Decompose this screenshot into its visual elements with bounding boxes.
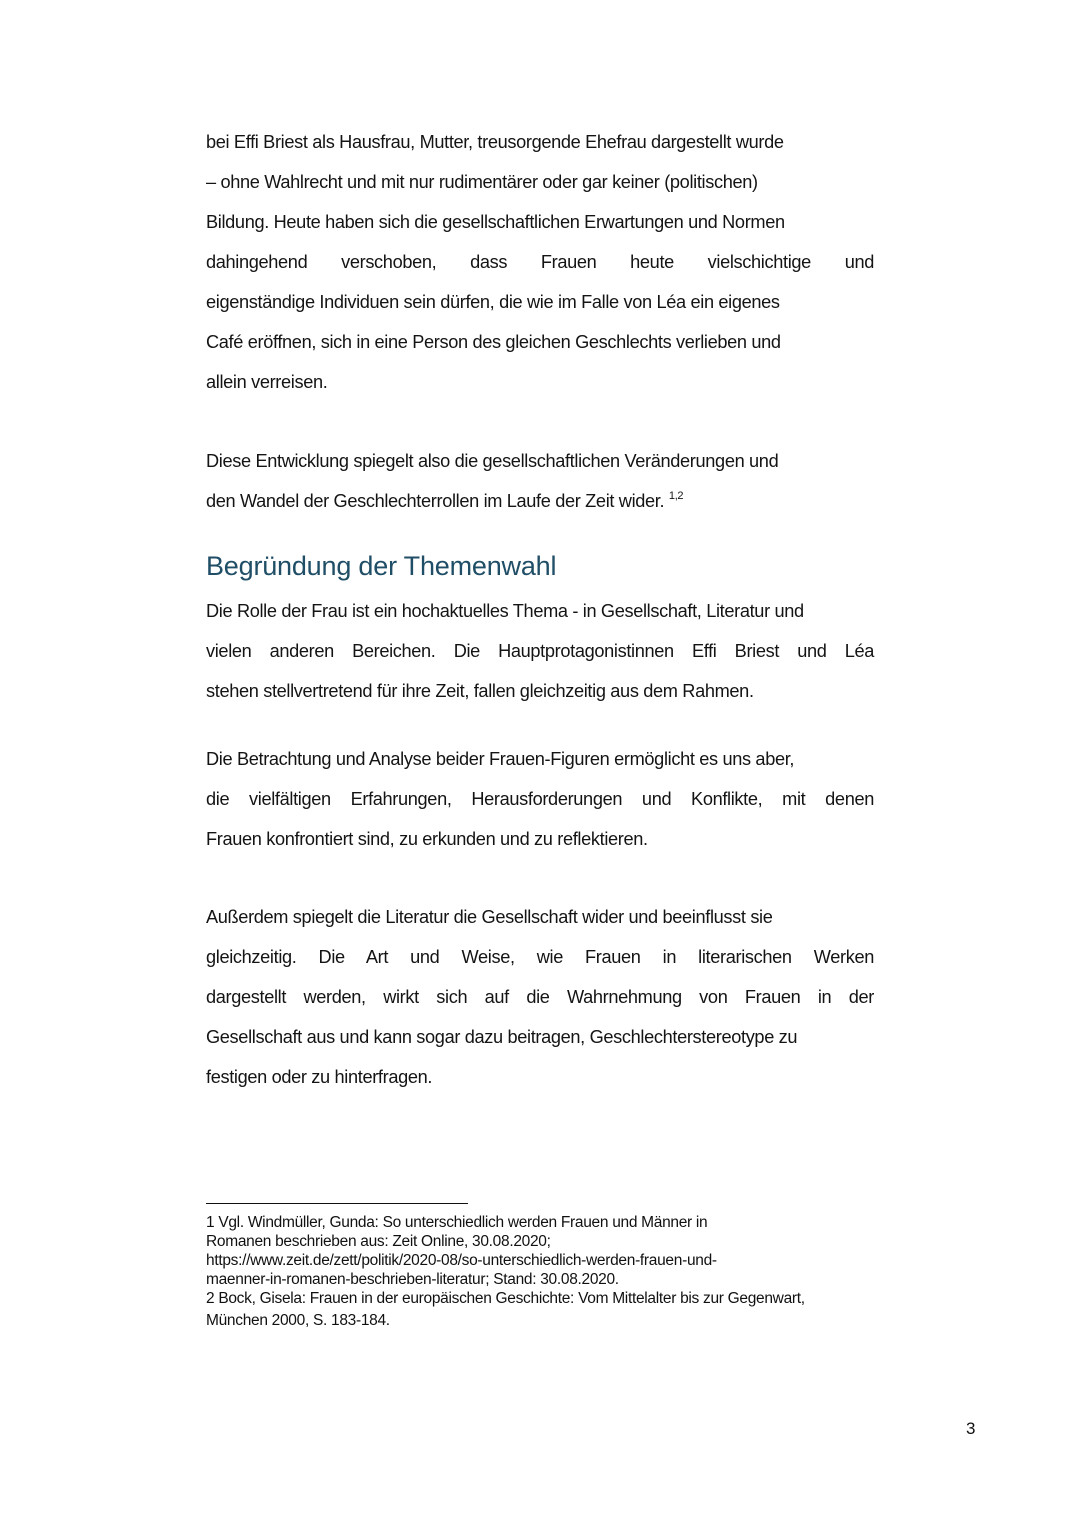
footnote-separator: [206, 1203, 468, 1204]
text-line: – ohne Wahlrecht und mit nur rudimentärer oder gar keiner (politischen): [206, 172, 758, 192]
text-line: Diese Entwicklung spiegelt also die gesellschaftlichen Veränderungen und: [206, 451, 779, 471]
page-number: 3: [966, 1419, 976, 1438]
text-line: stehen stellvertretend für ihre Zeit, fallen gleichzeitig aus dem Rahmen.: [206, 681, 754, 701]
text-line: festigen oder zu hinterfragen.: [206, 1067, 433, 1087]
section-paragraph-1: [206, 591, 874, 711]
text-line: die vielfältigen Erfahrungen, Herausforderungen und Konflikte, mit denen: [206, 789, 874, 809]
section-heading: Begründung der Themenwahl: [206, 551, 557, 581]
text-line: vielen anderen Bereichen. Die Hauptprotagonistinnen Effi Briest und Léa: [206, 641, 874, 661]
text-line: dahingehend verschoben, dass Frauen heute vielschichtige und: [206, 252, 874, 272]
section-paragraph-3: [206, 897, 874, 1097]
footnote-line: 2 Bock, Gisela: Frauen in der europäischen Geschichte: Vom Mittelalter bis zur Gegenwart,: [206, 1290, 805, 1307]
footnote-url[interactable]: https://www.zeit.de/zett/politik/2020-08/so-unterschiedlich-werden-frauen-und-: [206, 1252, 717, 1269]
text-line: bei Effi Briest als Hausfrau, Mutter, treusorgende Ehefrau dargestellt wurde: [206, 132, 784, 152]
footnote-1: [206, 1213, 946, 1289]
footnote-2: [206, 1289, 946, 1330]
footnotes: [206, 1213, 946, 1330]
text-line: den Wandel der Geschlechterrollen im Laufe der Zeit wider.: [206, 491, 665, 511]
text-line: Café eröffnen, sich in eine Person des gleichen Geschlechts verlieben und: [206, 332, 781, 352]
text-line: Gesellschaft aus und kann sogar dazu beitragen, Geschlechterstereotype zu: [206, 1027, 798, 1047]
text-line: dargestellt werden, wirkt sich auf die Wahrnehmung von Frauen in der: [206, 987, 874, 1007]
development-paragraph: [206, 441, 874, 521]
section-paragraph-2: [206, 739, 874, 859]
text-line: Außerdem spiegelt die Literatur die Gesellschaft wider und beeinflusst sie: [206, 907, 773, 927]
footnote-line: München 2000, S. 183-184.: [206, 1312, 390, 1329]
footnote-line: maenner-in-romanen-beschrieben-literatur; Stand: 30.08.2020.: [206, 1271, 619, 1288]
intro-paragraph: [206, 122, 874, 402]
text-line: gleichzeitig. Die Art und Weise, wie Frauen in literarischen Werken: [206, 947, 874, 967]
text-line: Frauen konfrontiert sind, zu erkunden und zu reflektieren.: [206, 829, 648, 849]
text-line: Die Rolle der Frau ist ein hochaktuelles Thema - in Gesellschaft, Literatur und: [206, 601, 804, 621]
text-line: eigenständige Individuen sein dürfen, die wie im Falle von Léa ein eigenes: [206, 292, 780, 312]
footnote-line: Romanen beschrieben aus: Zeit Online, 30.08.2020;: [206, 1233, 551, 1250]
text-line: Die Betrachtung und Analyse beider Frauen-Figuren ermöglicht es uns aber,: [206, 749, 795, 769]
text-line-with-footnote: [206, 481, 874, 521]
text-line: Bildung. Heute haben sich die gesellschaftlichen Erwartungen und Normen: [206, 212, 785, 232]
text-line: allein verreisen.: [206, 372, 328, 392]
footnote-line: 1 Vgl. Windmüller, Gunda: So unterschiedlich werden Frauen und Männer in: [206, 1214, 708, 1231]
footnote-reference[interactable]: 1,2: [668, 490, 684, 502]
